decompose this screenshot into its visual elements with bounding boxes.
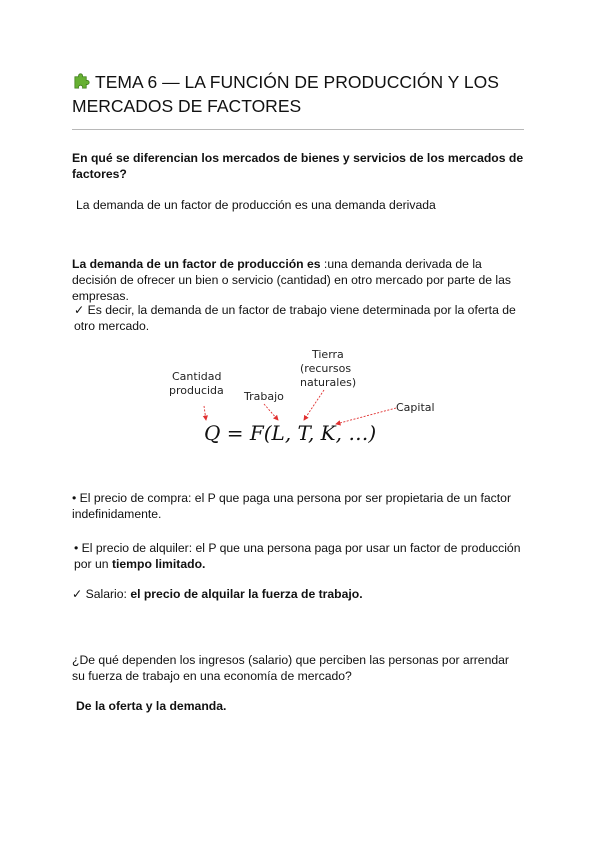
bullet-precio-compra: • El precio de compra: el P que paga una persona por ser propietaria de un factor indefinidamente. xyxy=(72,491,511,521)
bullet-precio-alquiler xyxy=(74,540,524,572)
question-2: ¿De qué dependen los ingresos (salario) que perciben las personas por arrendar su fuerza de trabajo en una economía de mercado? xyxy=(72,653,509,683)
definition-text: :una demanda derivada de la decisión de ofrecer un bien o servicio (cantidad) en otro mercado por parte de las empresas. xyxy=(72,257,511,303)
bullet-precio-alquiler-bold: tiempo limitado. xyxy=(111,557,206,571)
question-1: En qué se diferencian los mercados de bienes y servicios de los mercados de factores? xyxy=(72,151,524,181)
puzzle-icon xyxy=(72,72,91,91)
label-producida-text: producida xyxy=(169,384,224,397)
production-formula: Q = F(L, T, K, …) xyxy=(204,421,377,445)
answer-1: La demanda de un factor de producción es una demanda derivada xyxy=(76,198,436,212)
arrow-trabajo xyxy=(264,404,278,420)
horizontal-rule xyxy=(72,129,524,130)
label-recursos: (recursos xyxy=(300,362,352,375)
note-paragraph: ✓ Es decir, la demanda de un factor de trabajo viene determinada por la oferta de otro mercado. xyxy=(74,303,516,333)
label-capital: Capital xyxy=(396,401,435,414)
production-function-diagram xyxy=(164,346,444,446)
salario-paragraph xyxy=(72,586,524,602)
arrow-cantidad xyxy=(204,406,206,420)
answer-2: De la oferta y la demanda. xyxy=(76,699,227,713)
definition-paragraph xyxy=(72,256,524,304)
label-naturales: naturales) xyxy=(300,376,357,389)
page-title-text: TEMA 6 — LA FUNCIÓN DE PRODUCCIÓN Y LOS MERCADOS DE FACTORES xyxy=(72,72,499,116)
arrow-tierra xyxy=(304,390,324,420)
salario-bold: el precio de alquilar la fuerza de trabajo. xyxy=(130,587,363,601)
label-cantidad: Cantidad xyxy=(172,370,222,383)
salario-prefix: ✓ Salario: xyxy=(72,587,131,601)
page-title xyxy=(72,70,524,118)
label-tierra: Tierra xyxy=(312,348,344,361)
label-trabajo: Trabajo xyxy=(244,390,284,403)
definition-bold: La demanda de un factor de producción es xyxy=(72,257,321,271)
bullet-precio-alquiler-text: • El precio de alquiler: el P que una persona paga por usar un factor de producción por un xyxy=(74,541,521,571)
